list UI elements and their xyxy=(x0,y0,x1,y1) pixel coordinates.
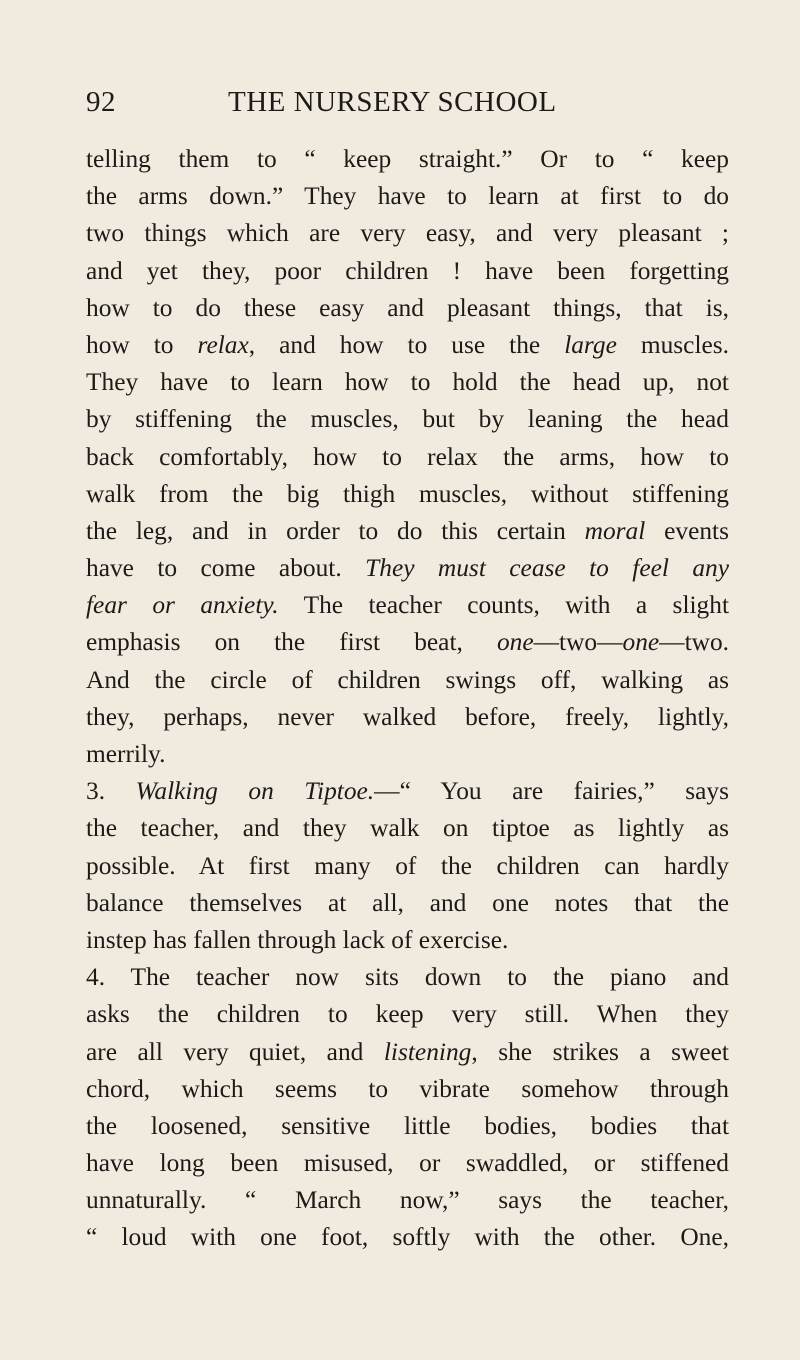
text-run: 3. xyxy=(86,777,136,806)
text-run: events xyxy=(645,516,729,545)
italic-run: Walking on Tiptoe. xyxy=(135,777,375,806)
text-line xyxy=(86,401,729,438)
italic-run: moral xyxy=(584,516,646,545)
text-line xyxy=(86,327,729,364)
page-number: 92 xyxy=(86,86,116,118)
text-run: have long been misused, or swaddled, or stiffened xyxy=(86,1149,729,1178)
text-line xyxy=(86,959,729,996)
italic-run: relax xyxy=(197,330,249,359)
running-head xyxy=(86,82,726,122)
text-line xyxy=(86,624,729,661)
text-line xyxy=(86,253,729,290)
text-run: And the circle of children swings off, walking as xyxy=(86,665,729,694)
text-line xyxy=(86,1034,729,1071)
text-run: —two— xyxy=(533,628,623,657)
text-line xyxy=(86,885,729,922)
text-line xyxy=(86,773,729,810)
text-line xyxy=(86,699,729,736)
text-run: walk from the big thigh muscles, without stiffening xyxy=(86,479,729,508)
text-run: balance themselves at all, and one notes that the xyxy=(86,888,729,917)
text-run: have to come about. xyxy=(86,554,366,583)
text-run: possible. At first many of the children can hardly xyxy=(86,851,729,880)
text-run: muscles. xyxy=(616,330,729,359)
text-run: how to do these easy and pleasant things, that is, xyxy=(86,293,729,322)
text-run: , she strikes a sweet xyxy=(471,1037,729,1066)
text-run: —“ You are fairies,” says xyxy=(374,777,729,806)
text-run: telling them to “ keep straight.” Or to “ keep xyxy=(86,145,729,173)
text-run: “ loud with one foot, softly with the other. One, xyxy=(86,1223,729,1252)
text-line xyxy=(86,439,729,476)
text-run: They have to learn how to hold the head up, not xyxy=(86,368,729,397)
text-run: instep has fallen through lack of exercise. xyxy=(86,925,509,954)
text-line xyxy=(86,1219,729,1256)
italic-run: listening xyxy=(383,1037,472,1066)
text-line xyxy=(86,662,729,699)
text-line xyxy=(86,736,729,773)
text-run: are all very quiet, and xyxy=(86,1037,384,1066)
text-run: , and how to use the xyxy=(248,330,565,359)
text-run: two things which are very easy, and very pleasant ; xyxy=(86,219,729,248)
text-run: The teacher counts, with a slight xyxy=(278,591,729,620)
italic-run: one xyxy=(496,628,534,657)
italic-run: fear or anxiety. xyxy=(86,591,279,620)
text-run: by stiffening the muscles, but by leaning the head xyxy=(86,405,729,434)
text-line xyxy=(86,141,729,178)
body-text xyxy=(86,141,729,1257)
text-line xyxy=(86,513,729,550)
text-line xyxy=(86,178,729,215)
text-run: merrily. xyxy=(86,740,166,768)
text-line xyxy=(86,1071,729,1108)
text-line xyxy=(86,587,729,624)
italic-run: one xyxy=(622,628,660,657)
text-run: chord, which seems to vibrate somehow through xyxy=(86,1074,729,1103)
text-line xyxy=(86,996,729,1033)
text-line xyxy=(86,922,729,959)
text-line xyxy=(86,550,729,587)
text-run: the teacher, and they walk on tiptoe as lightly as xyxy=(86,814,729,843)
text-run: they, perhaps, never walked before, freely, lightly, xyxy=(86,702,729,731)
text-run: back comfortably, how to relax the arms, how to xyxy=(86,442,729,471)
text-line xyxy=(86,1108,729,1145)
text-run: emphasis on the first beat, xyxy=(86,628,497,657)
text-line xyxy=(86,215,729,252)
text-run: —two. xyxy=(659,628,729,657)
text-line xyxy=(86,364,729,401)
text-line xyxy=(86,848,729,885)
text-line xyxy=(86,476,729,513)
text-run: the loosened, sensitive little bodies, bodies that xyxy=(86,1111,729,1140)
text-run: the arms down.” They have to learn at first to do xyxy=(86,182,729,211)
text-line xyxy=(86,810,729,847)
text-line xyxy=(86,1182,729,1219)
text-run: the leg, and in order to do this certain xyxy=(86,516,585,545)
italic-run: large xyxy=(564,330,617,359)
text-run: how to xyxy=(86,330,198,359)
text-run: asks the children to keep very still. When they xyxy=(86,1000,729,1029)
italic-run: They must cease to feel any xyxy=(365,554,729,583)
text-run: 4. The teacher now sits down to the piano and xyxy=(86,963,729,992)
text-run: unnaturally. “ March now,” says the teacher, xyxy=(86,1186,729,1215)
running-title: THE NURSERY SCHOOL xyxy=(228,86,557,118)
text-run: and yet they, poor children ! have been forgetting xyxy=(86,256,729,285)
text-line xyxy=(86,1145,729,1182)
text-line xyxy=(86,290,729,327)
